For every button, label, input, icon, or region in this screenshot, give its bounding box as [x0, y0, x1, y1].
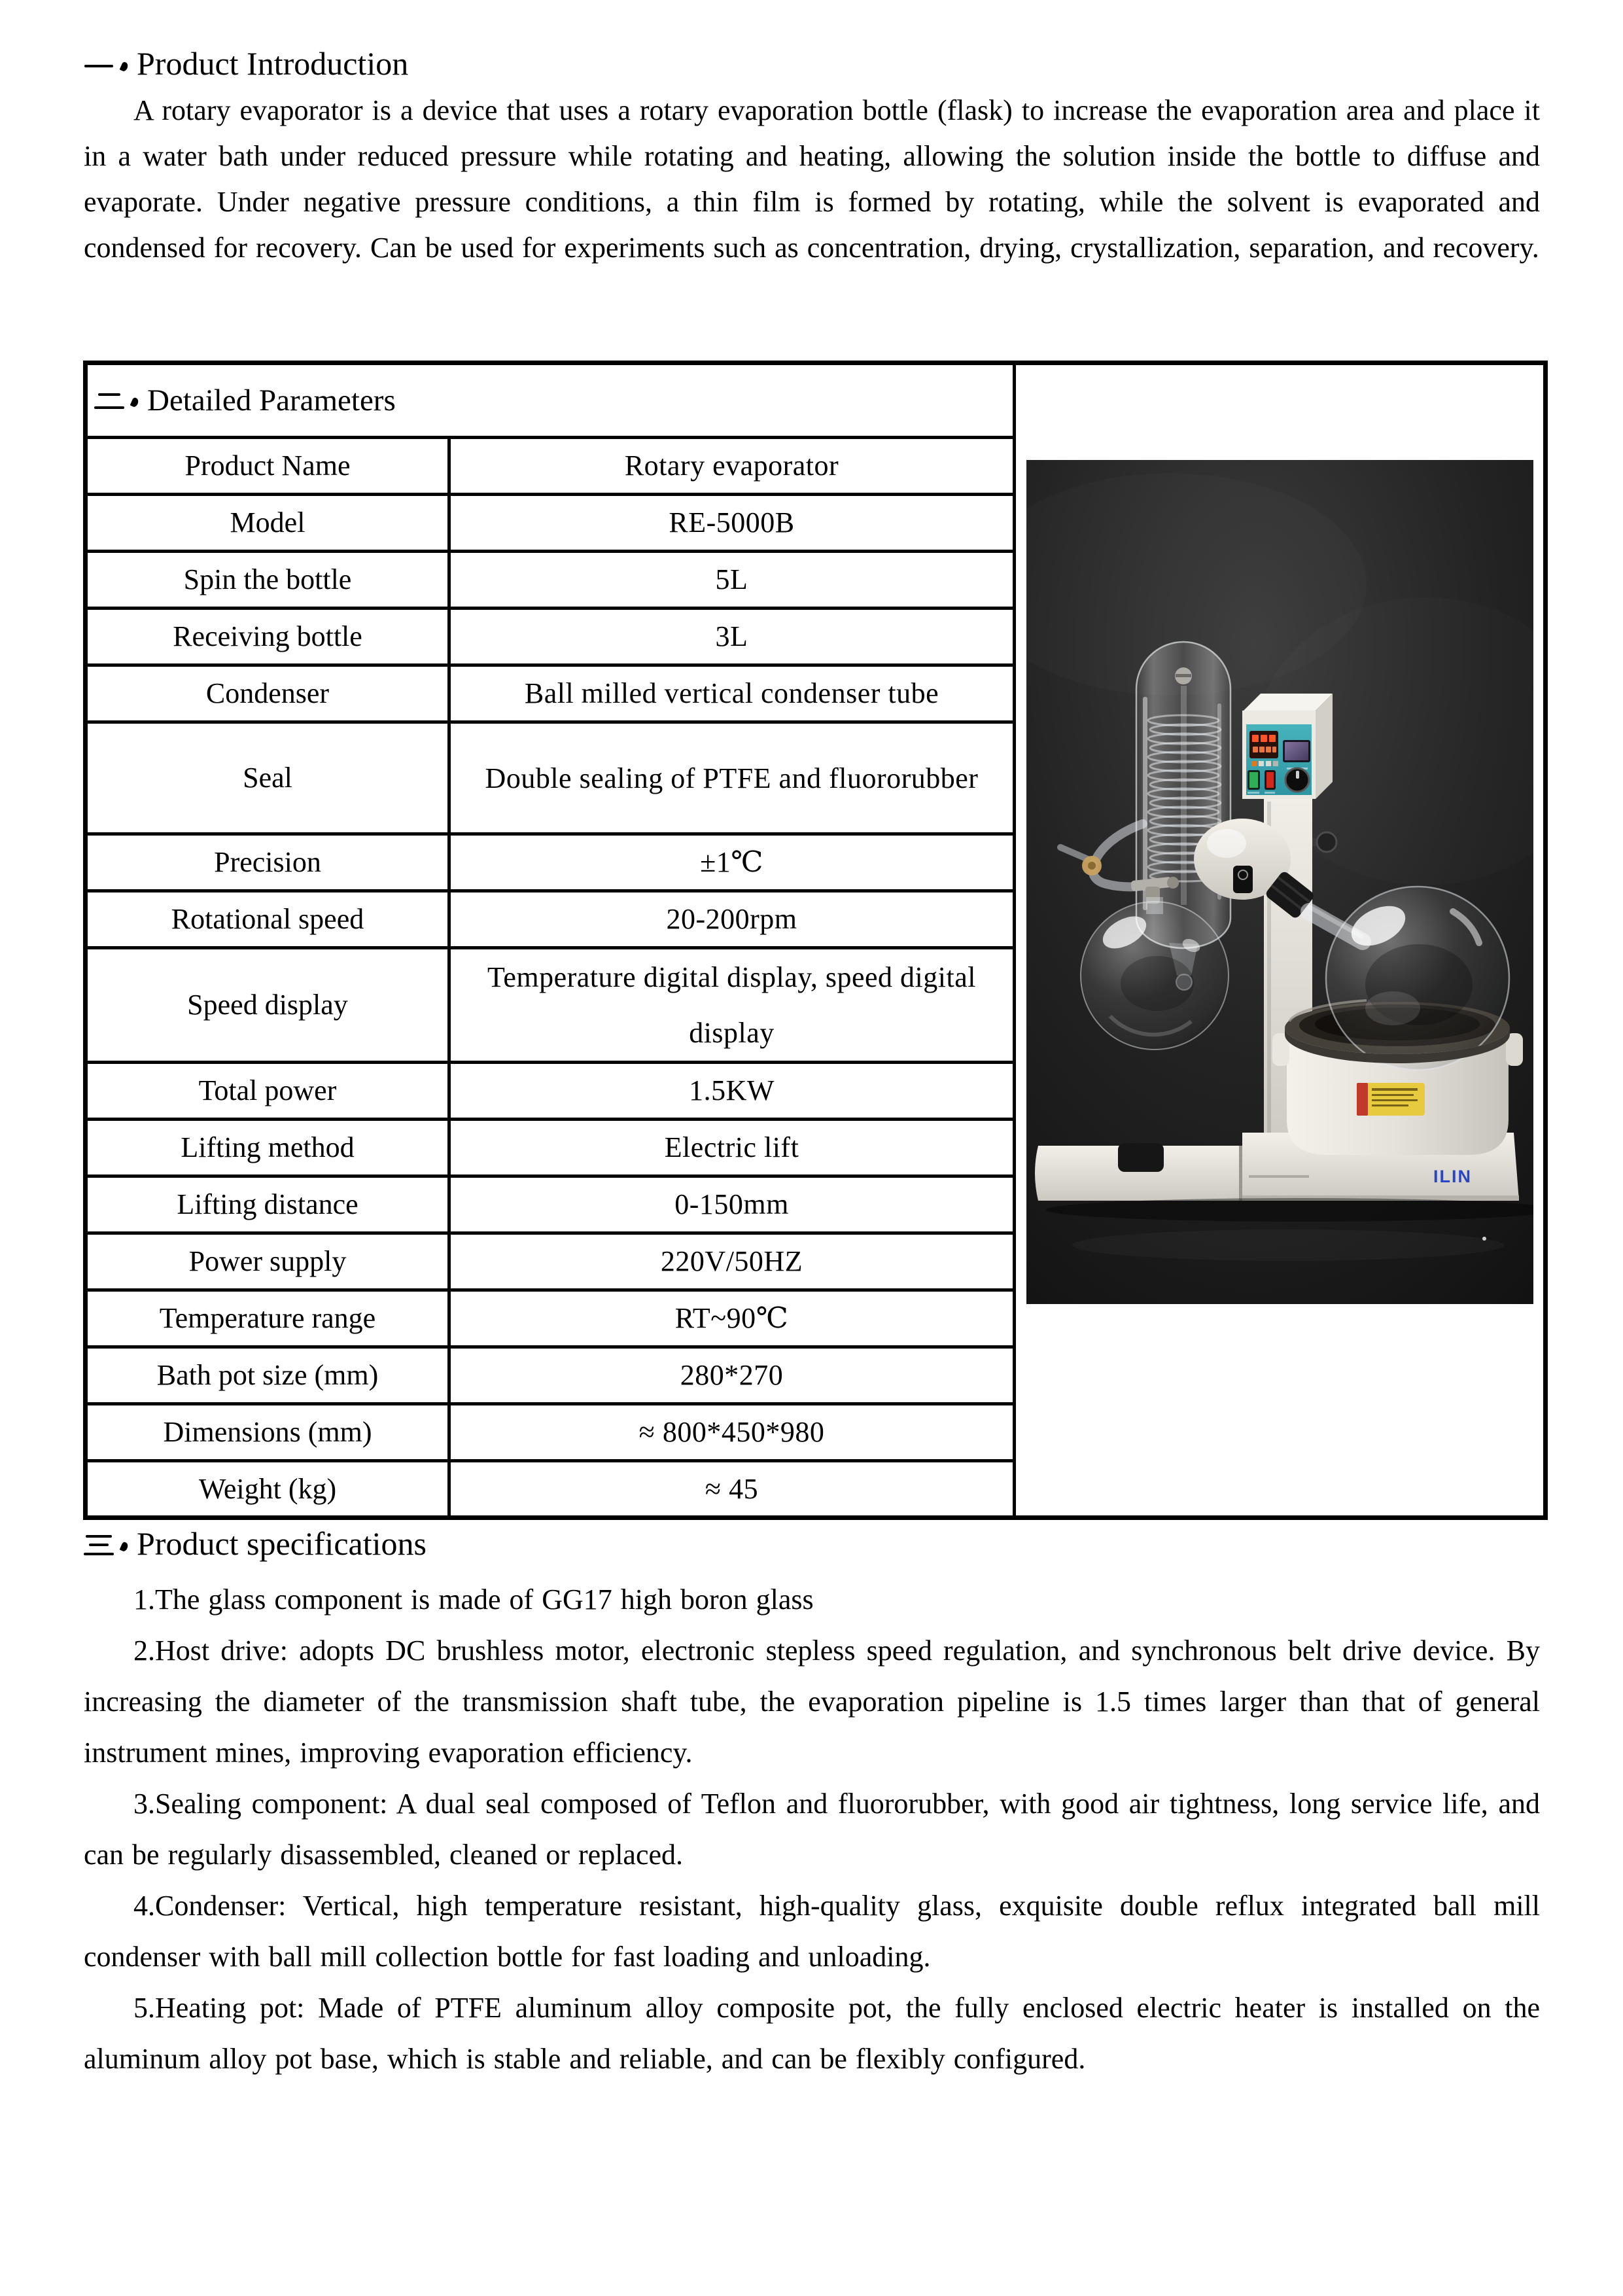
model-label-strip	[1249, 1175, 1309, 1178]
param-value: ≈ 45	[449, 1461, 1015, 1518]
table-header-row	[86, 363, 1546, 438]
param-name: Bath pot size (mm)	[86, 1347, 449, 1404]
evaporating-flask	[1326, 887, 1509, 1070]
cjk-enumeration-comma-icon	[126, 380, 146, 410]
param-name: Spin the bottle	[86, 552, 449, 609]
param-value: 0-150mm	[449, 1176, 1015, 1233]
param-name: Weight (kg)	[86, 1461, 449, 1518]
cn-numeral-two-icon	[94, 385, 124, 415]
cjk-enumeration-comma-icon	[116, 44, 135, 75]
spec-item-1: 1.The glass component is made of GG17 high boron glass	[133, 1583, 814, 1616]
parameters-table	[83, 361, 1548, 1520]
param-value: Temperature digital display, speed digital display	[449, 948, 1015, 1063]
brand-logo-text: ILIN	[1433, 1167, 1472, 1186]
introduction-paragraph: A rotary evaporator is a device that uses a rotary evaporation bottle (flask) to increase the evaporation area and place it in a water bath under reduced pressure while rotating and heating, allowing the solution inside the bottle to diffuse and evaporate. Under negative pressure conditions, a thin film is formed by rotating, while the solvent is evaporated and condensed for recovery. Can be used for experiments such as concentration, drying, crystallization, separation, and recovery.	[84, 94, 1540, 264]
param-value: 5L	[449, 552, 1015, 609]
param-name: Power supply	[86, 1233, 449, 1290]
param-name: Lifting distance	[86, 1176, 449, 1233]
spec-item-3: 3.Sealing component: A dual seal composed of Teflon and fluororubber, with good air tightness, long service life, and can be regularly disassembled, cleaned or replaced.	[84, 1788, 1540, 1871]
section-title-specifications: Product specifications	[137, 1525, 427, 1562]
param-value: 3L	[449, 609, 1015, 665]
param-name: Receiving bottle	[86, 609, 449, 665]
product-photo-cell	[1015, 363, 1546, 1518]
section-title-parameters: Detailed Parameters	[147, 383, 396, 417]
section-title-introduction: Product Introduction	[137, 45, 409, 82]
param-value: ≈ 800*450*980	[449, 1404, 1015, 1461]
param-value: 280*270	[449, 1347, 1015, 1404]
param-name: Seal	[86, 722, 449, 834]
control-box	[1242, 694, 1333, 799]
param-value: Ball milled vertical condenser tube	[449, 665, 1015, 722]
param-name: Total power	[86, 1063, 449, 1120]
param-name: Precision	[86, 834, 449, 891]
param-name: Dimensions (mm)	[86, 1404, 449, 1461]
param-value: Rotary evaporator	[449, 438, 1015, 495]
param-value: ±1℃	[449, 834, 1015, 891]
param-value: Double sealing of PTFE and fluororubber	[449, 722, 1015, 834]
param-value: 220V/50HZ	[449, 1233, 1015, 1290]
warning-sticker	[1357, 1083, 1425, 1116]
product-photo	[1026, 460, 1533, 1304]
spec-item-2: 2.Host drive: adopts DC brushless motor, electronic stepless speed regulation, and synchronous belt drive device. By increasing the diameter of the transmission shaft tube, the evaporation pipeline is 1.5 times larger than that of general instrument mines, improving evaporation efficiency.	[84, 1634, 1540, 1769]
param-name: Model	[86, 495, 449, 552]
cjk-enumeration-comma-icon	[116, 1525, 135, 1555]
param-name: Condenser	[86, 665, 449, 722]
table-header-cell	[86, 363, 1015, 438]
param-name: Lifting method	[86, 1120, 449, 1176]
param-value: 1.5KW	[449, 1063, 1015, 1120]
specifications-list	[84, 1574, 1540, 2085]
param-name: Temperature range	[86, 1290, 449, 1347]
section-heading-introduction	[84, 44, 408, 82]
param-value: RT~90℃	[449, 1290, 1015, 1347]
param-value: RE-5000B	[449, 495, 1015, 552]
cn-numeral-one-icon	[84, 49, 114, 79]
param-value: 20-200rpm	[449, 891, 1015, 948]
param-value: Electric lift	[449, 1120, 1015, 1176]
param-name: Product Name	[86, 438, 449, 495]
param-name: Rotational speed	[86, 891, 449, 948]
cn-numeral-three-icon	[84, 1529, 114, 1559]
section-heading-specifications	[84, 1525, 427, 1563]
spec-item-5: 5.Heating pot: Made of PTFE aluminum alloy composite pot, the fully enclosed electric heater is installed on the aluminum alloy pot base, which is stable and reliable, and can be flexibly configured.	[84, 1992, 1540, 2075]
param-name: Speed display	[86, 948, 449, 1063]
spec-item-4: 4.Condenser: Vertical, high temperature resistant, high-quality glass, exquisite double reflux integrated ball mill condenser with ball mill collection bottle for fast loading and unloading.	[84, 1890, 1540, 1973]
product-photo-illustration	[1026, 460, 1533, 1304]
